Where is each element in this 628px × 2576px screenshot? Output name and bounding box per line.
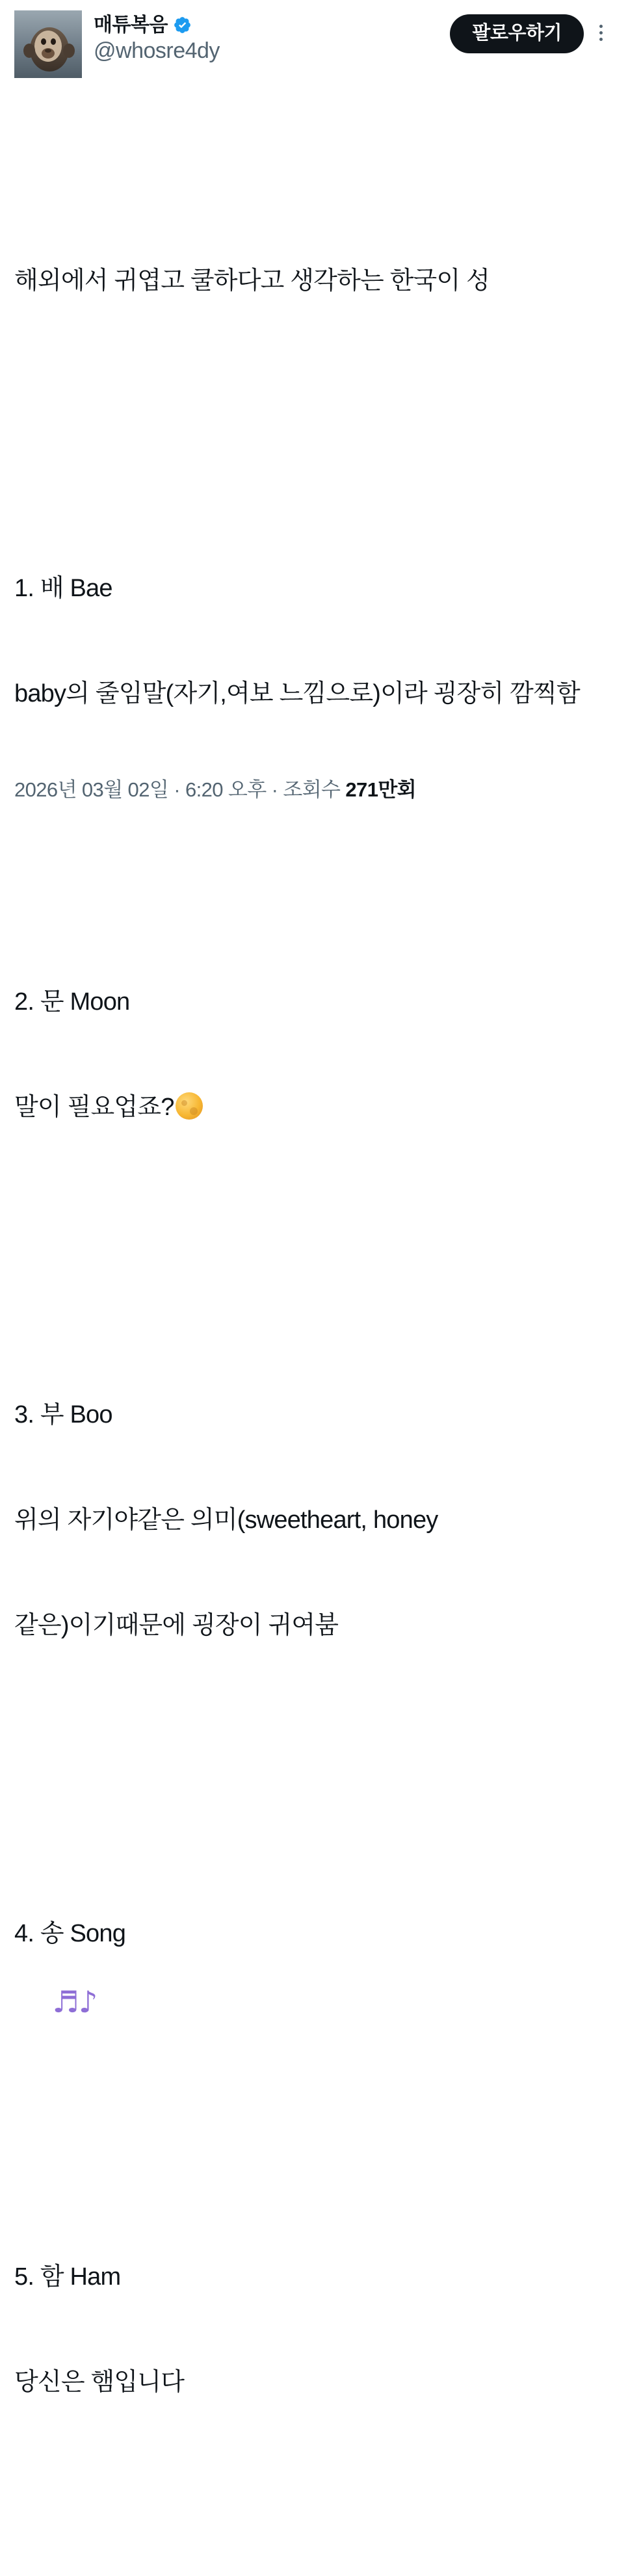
tweet-time: 6:20 오후 — [185, 778, 267, 801]
tweet-text — [14, 88, 614, 2576]
more-dot — [599, 31, 603, 34]
more-options-icon[interactable] — [588, 14, 614, 51]
tweet-item-4 — [14, 1847, 614, 2058]
header-actions — [450, 12, 614, 53]
item-heading: 3. 부 Boo — [14, 1401, 112, 1429]
item-heading: 4. 송 Song — [14, 1919, 126, 1947]
music-notes-icon: ♬♪ — [52, 1984, 98, 2019]
account-handle: @whosre4dy — [94, 38, 220, 63]
tweet-item-5 — [14, 2190, 614, 2471]
views-label: 조회수 — [283, 778, 346, 801]
display-name: 매튜복음 — [94, 14, 168, 36]
avatar[interactable] — [14, 10, 82, 78]
account-names — [94, 12, 220, 65]
more-dot — [599, 25, 603, 28]
item-line: baby의 줄임말(자기,여보 느낌으로)이라 굉장히 깜찍함 — [14, 680, 580, 708]
tweet-item-1 — [14, 501, 614, 782]
item-line: 같은)이기때문에 굉장이 귀여붐 — [14, 1612, 339, 1640]
tweet-header — [14, 12, 614, 72]
views-count: 271만회 — [345, 778, 417, 801]
display-name-row[interactable] — [94, 14, 220, 36]
tweet-title-line: 해외에서 귀엽고 쿨하다고 생각하는 한국이 성 — [14, 267, 490, 295]
metadata-separator: · — [266, 778, 283, 801]
tweet-item-2 — [14, 915, 614, 1196]
follow-button[interactable]: 팔로우하기 — [450, 14, 584, 53]
item-line: 당신은 햄입니다 — [14, 2369, 185, 2397]
more-dot — [599, 38, 603, 41]
item-heading: 5. 함 Ham — [14, 2263, 121, 2291]
tweet-metadata — [14, 773, 416, 802]
verified-badge-icon — [173, 16, 192, 34]
avatar-image — [14, 10, 82, 78]
item-line-with-emoji — [14, 1090, 614, 1125]
metadata-separator: · — [168, 778, 185, 801]
tweet-item-3 — [14, 1328, 614, 1713]
item-line: 말이 필요업죠? — [14, 1093, 174, 1121]
item-heading: 1. 배 Bae — [14, 575, 112, 603]
tweet-title — [14, 194, 614, 369]
item-heading: 2. 문 Moon — [14, 988, 130, 1016]
full-moon-face-icon — [176, 1092, 203, 1120]
tweet-date: 2026년 03월 02일 — [14, 778, 169, 801]
item-line: 위의 자기야같은 의미(sweetheart, honey — [14, 1506, 438, 1534]
